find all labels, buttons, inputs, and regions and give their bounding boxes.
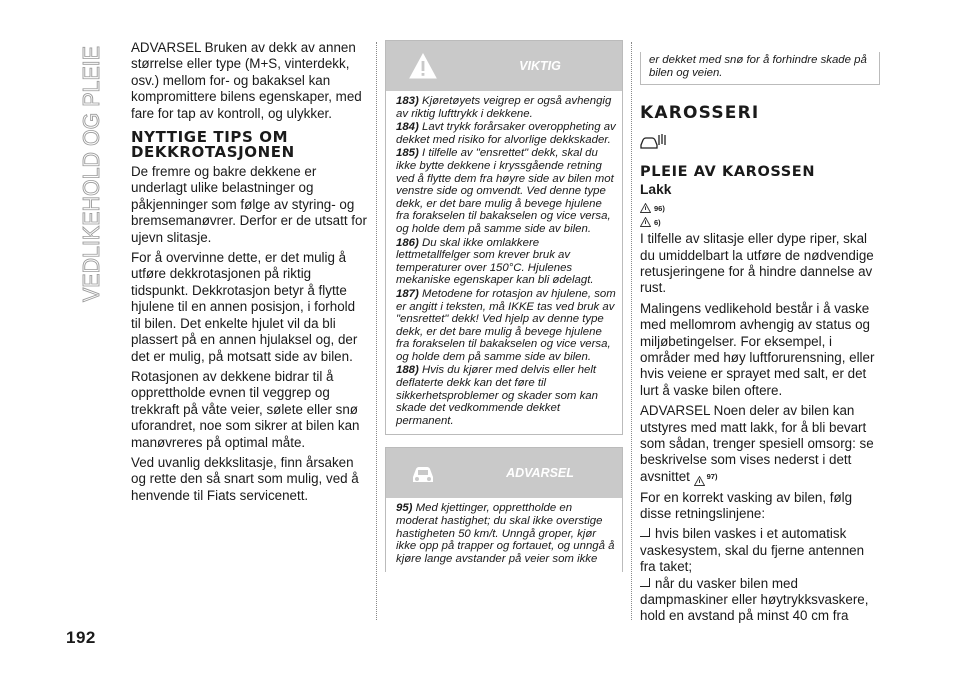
warning-triangle-icon: [640, 217, 651, 227]
paragraph: I tilfelle av slitasje eller dype riper, skal du umiddelbart la utføre de nødvendige retusjeringene for å hindre dannelse av rust.: [640, 231, 874, 296]
note-number: 184): [396, 121, 419, 134]
advarsel-notes: [386, 498, 622, 572]
advarsel-header: [386, 448, 622, 498]
note-continued: er dekket med snø for å forhindre skade på bilen og veien.: [649, 54, 867, 79]
reference-6: [640, 213, 880, 227]
note-item: [396, 95, 616, 120]
note-item: [396, 364, 616, 427]
advarsel-box-continued: [640, 52, 880, 85]
note-number: 95): [396, 502, 413, 515]
viktig-label: VIKTIG: [519, 59, 561, 73]
advarsel-paragraph: [640, 403, 880, 485]
note-number: 186): [396, 236, 419, 249]
column-divider: [376, 42, 377, 620]
viktig-notes: [386, 91, 622, 434]
reference-96: [640, 199, 880, 213]
paragraph: Malingens vedlikehold består i å vaske med mellomrom avhengig av status og miljøbetingelser. For eksempel, i områder med høy luftforurensning, eller hvis veiene er sprayet med salt, er det lurt å vaske bilen oftere.: [640, 300, 875, 398]
car-warning-icon: [408, 458, 438, 488]
paragraph-text: ADVARSEL Noen deler av bilen kan utstyres med matt lakk, for å bli bevart som sådan, trenger spesiell omsorg: se beskrivelse som vises nederst i dett avsnittet: [640, 403, 874, 484]
note-item: [396, 288, 616, 364]
paragraph: For å overvinne dette, er det mulig å utføre dekkrotasjonen på riktig tidspunkt. Dekkrotasjon betyr å flytte hjulene til en annen posisjon, i forhold til bilen. Det enkelte hjulet vil da bli plassert på en annen hjulaksel og, der det er mulig, på motsatt side av bilen.: [131, 250, 358, 364]
note-number: 188): [396, 364, 419, 377]
paragraph: De fremre og bakre dekkene er underlagt ulike belastninger og påkjenninger som følge av styring- og bremsemanøvrer. Derfor er de utsatt for ujevn slitasje.: [131, 164, 367, 245]
advarsel-box: [385, 447, 623, 572]
car-wash-icon: [640, 133, 666, 149]
reference-number: 97): [706, 472, 718, 482]
bullet-icon: [640, 528, 650, 537]
advarsel-label: ADVARSEL: [506, 466, 574, 481]
reference-number: 96): [654, 204, 665, 214]
subsection-title: PLEIE AV KAROSSEN: [640, 164, 816, 181]
note-text: Hvis du kjører med delvis eller helt deflaterte dekk kan det føre til sikkerhetsproblemer og skader som kan skade det vedkommende dekket permanent.: [396, 364, 598, 427]
column-right: [640, 52, 880, 625]
bullet-icon: [640, 578, 650, 587]
list-item: [640, 576, 880, 625]
page-number: 192: [66, 628, 96, 647]
paragraph: Ved uvanlig dekkslitasje, finn årsaken og rette den så snart som mulig, ved å henvende til Fiats servicenett.: [131, 454, 359, 503]
note-text: Med kjettinger, opprettholde en moderat hastighet; du skal ikke overstige hastigheten 50 km/t. Unngå groper, kjør ikke opp på trapper og fortauet, og unngå å kjøre lange avstander på veier som ikke: [396, 502, 615, 565]
lakk-heading: Lakk: [640, 182, 672, 198]
list-item-text: hvis bilen vaskes i et automatisk vaskesystem, skal du fjerne antennen fra taket;: [640, 526, 865, 575]
note-text: Du skal ikke omlakkere lettmetallfelger som krever bruk av temperaturer over 150°C. Hjulenes mekaniske egenskaper kan bli ødelagt.: [396, 236, 594, 287]
reference-number: 6): [654, 218, 661, 228]
side-title: [77, 44, 105, 304]
note-item: [396, 502, 616, 565]
note-text: I tilfelle av "ensrettet" dekk, skal du ikke bytte dekkene i kryssgående retning ved å flytte dem fra høyre side av bilen mot venstre side og omvendt. Ved denne type dekk, er det bare mulig å bevege hjulene fra forakselen til bakakselen og vice versa, og holde dem på samme side av bilen.: [396, 147, 614, 235]
note-text: Lavt trykk forårsaker overoppheting av dekket med risiko for alvorlige dekkskader.: [396, 121, 616, 146]
note-text: Kjøretøyets veigrep er også avhengig av riktig lufttrykk i dekkene.: [396, 95, 612, 120]
note-number: 183): [396, 95, 419, 107]
section-title: KAROSSERI: [640, 103, 760, 124]
side-title-text: VEDLIKEHOLD OG PLEIE: [78, 44, 104, 302]
column-left: [131, 40, 367, 508]
reference-97: [694, 469, 718, 485]
list-item: [640, 526, 880, 575]
section-heading: NYTTIGE TIPS OM DEKKROTASJONEN: [131, 128, 295, 162]
viktig-header: [386, 41, 622, 91]
paragraph: For en korrekt vasking av bilen, følg disse retningslinjene:: [640, 489, 853, 521]
warning-triangle-icon: [694, 476, 705, 486]
note-item: [396, 121, 616, 146]
note-text: Metodene for rotasjon av hjulene, som er angitt i teksten, må IKKE tas ved bruk av "ensrettet" dekk! Ved hjelp av denne type dekk, er det bare mulig å bevege hjulene fra forakselen til bakakselen og vice versa, og holde dem på samme side av bilen.: [396, 287, 616, 363]
paragraph: Rotasjonen av dekkene bidrar til å opprettholde evnen til veggrep og trekkraft på våte veier, sølete eller snø uforandret, noe som sikrer at bilen kan manøvreres på optimal måte.: [131, 368, 360, 450]
warning-triangle-icon: [408, 51, 438, 81]
list-item-text: når du vasker bilen med dampmaskiner eller høytrykksvaskere, hold en avstand på minst 40 cm fra: [640, 575, 869, 624]
note-number: 187): [396, 287, 419, 300]
viktig-box: [385, 40, 623, 435]
column-divider: [631, 42, 632, 620]
note-item: [396, 147, 616, 235]
note-number: 185): [396, 147, 419, 160]
column-middle: [385, 40, 623, 582]
warning-triangle-icon: [640, 203, 651, 213]
advarsel-paragraph: ADVARSEL Bruken av dekk av annen størrelse eller type (M+S, vinterdekk, osv.) mellom for- og bakaksel kan kompromittere bilens egenskaper, med fare for tap av kontroll, og ulykker.: [131, 40, 362, 121]
note-item: [396, 237, 616, 287]
